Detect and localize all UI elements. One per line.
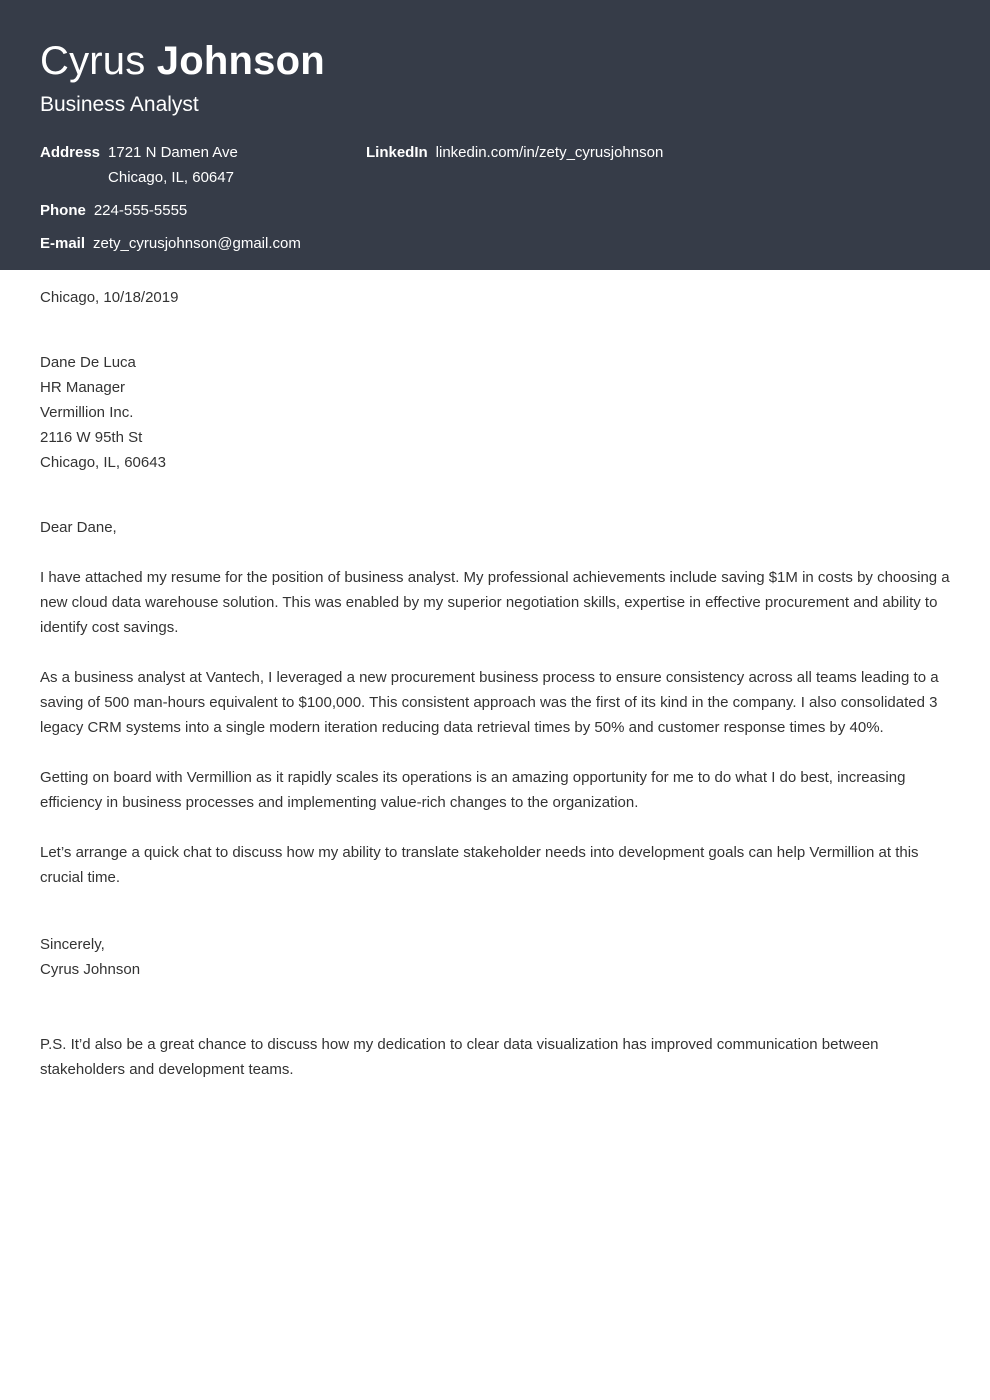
address-value [108,140,238,190]
contact-linkedin [366,140,663,165]
recipient-name: Dane De Luca [40,354,136,371]
email-label: E-mail [40,235,86,252]
contact-column-right [366,140,663,173]
linkedin-label: LinkedIn [366,144,428,161]
letter-greeting: Dear Dane, [40,519,117,536]
letter-paragraph-4: Let’s arrange a quick chat to discuss how my ability to translate stakeholder needs into development goals can help Vermillion at this crucial time. [40,844,919,886]
recipient-city: Chicago, IL, 60643 [40,454,166,471]
letter-paragraph-2: As a business analyst at Vantech, I leveraged a new procurement business process to ensure consistency across all teams leading to a saving of 500 man-hours equivalent to $100,000. This consistent approach was the first of its kind in the company. I also consolidated 3 legacy CRM systems into a single modern iteration reducing data retrieval times by 50% and customer response times by 40%. [40,669,939,736]
applicant-name [40,38,950,84]
letter-postscript: P.S. It’d also be a great chance to discuss how my dedication to clear data visualization has improved communication between stakeholders and development teams. [40,1036,879,1078]
signature-name: Cyrus Johnson [40,961,141,978]
closing-phrase: Sincerely, [40,936,105,953]
contact-column-left [40,140,301,264]
letter-body [0,270,990,1082]
applicant-first-name: Cyrus [40,39,146,83]
letter-closing [40,932,950,982]
applicant-job-title: Business Analyst [40,93,199,116]
address-line-1: 1721 N Damen Ave [108,144,238,161]
contact-email [40,231,301,256]
letter-date: Chicago, 10/18/2019 [40,289,179,306]
address-label: Address [40,144,101,161]
contact-phone [40,198,301,223]
applicant-last-name: Johnson [156,39,325,83]
letter-paragraph-3: Getting on board with Vermillion as it rapidly scales its operations is an amazing opportunity for me to do what I do best, increasing efficiency in business processes and implementing value-rich changes to the organization. [40,769,906,811]
address-line-2: Chicago, IL, 60647 [108,169,234,186]
email-value: zety_cyrusjohnson@gmail.com [93,235,301,252]
letter-header [0,0,990,270]
linkedin-value: linkedin.com/in/zety_cyrusjohnson [435,144,664,161]
letter-paragraph-1: I have attached my resume for the position of business analyst. My professional achievements include saving $1M in costs by choosing a new cloud data warehouse solution. This was enabled by my superior negotiation skills, expertise in effective procurement and ability to identify cost savings. [40,569,950,636]
contact-address [40,140,301,190]
recipient-company: Vermillion Inc. [40,404,134,421]
recipient-block [40,350,950,475]
recipient-street: 2116 W 95th St [40,429,143,446]
recipient-title: HR Manager [40,379,126,396]
phone-value: 224-555-5555 [93,202,188,219]
phone-label: Phone [40,202,86,219]
